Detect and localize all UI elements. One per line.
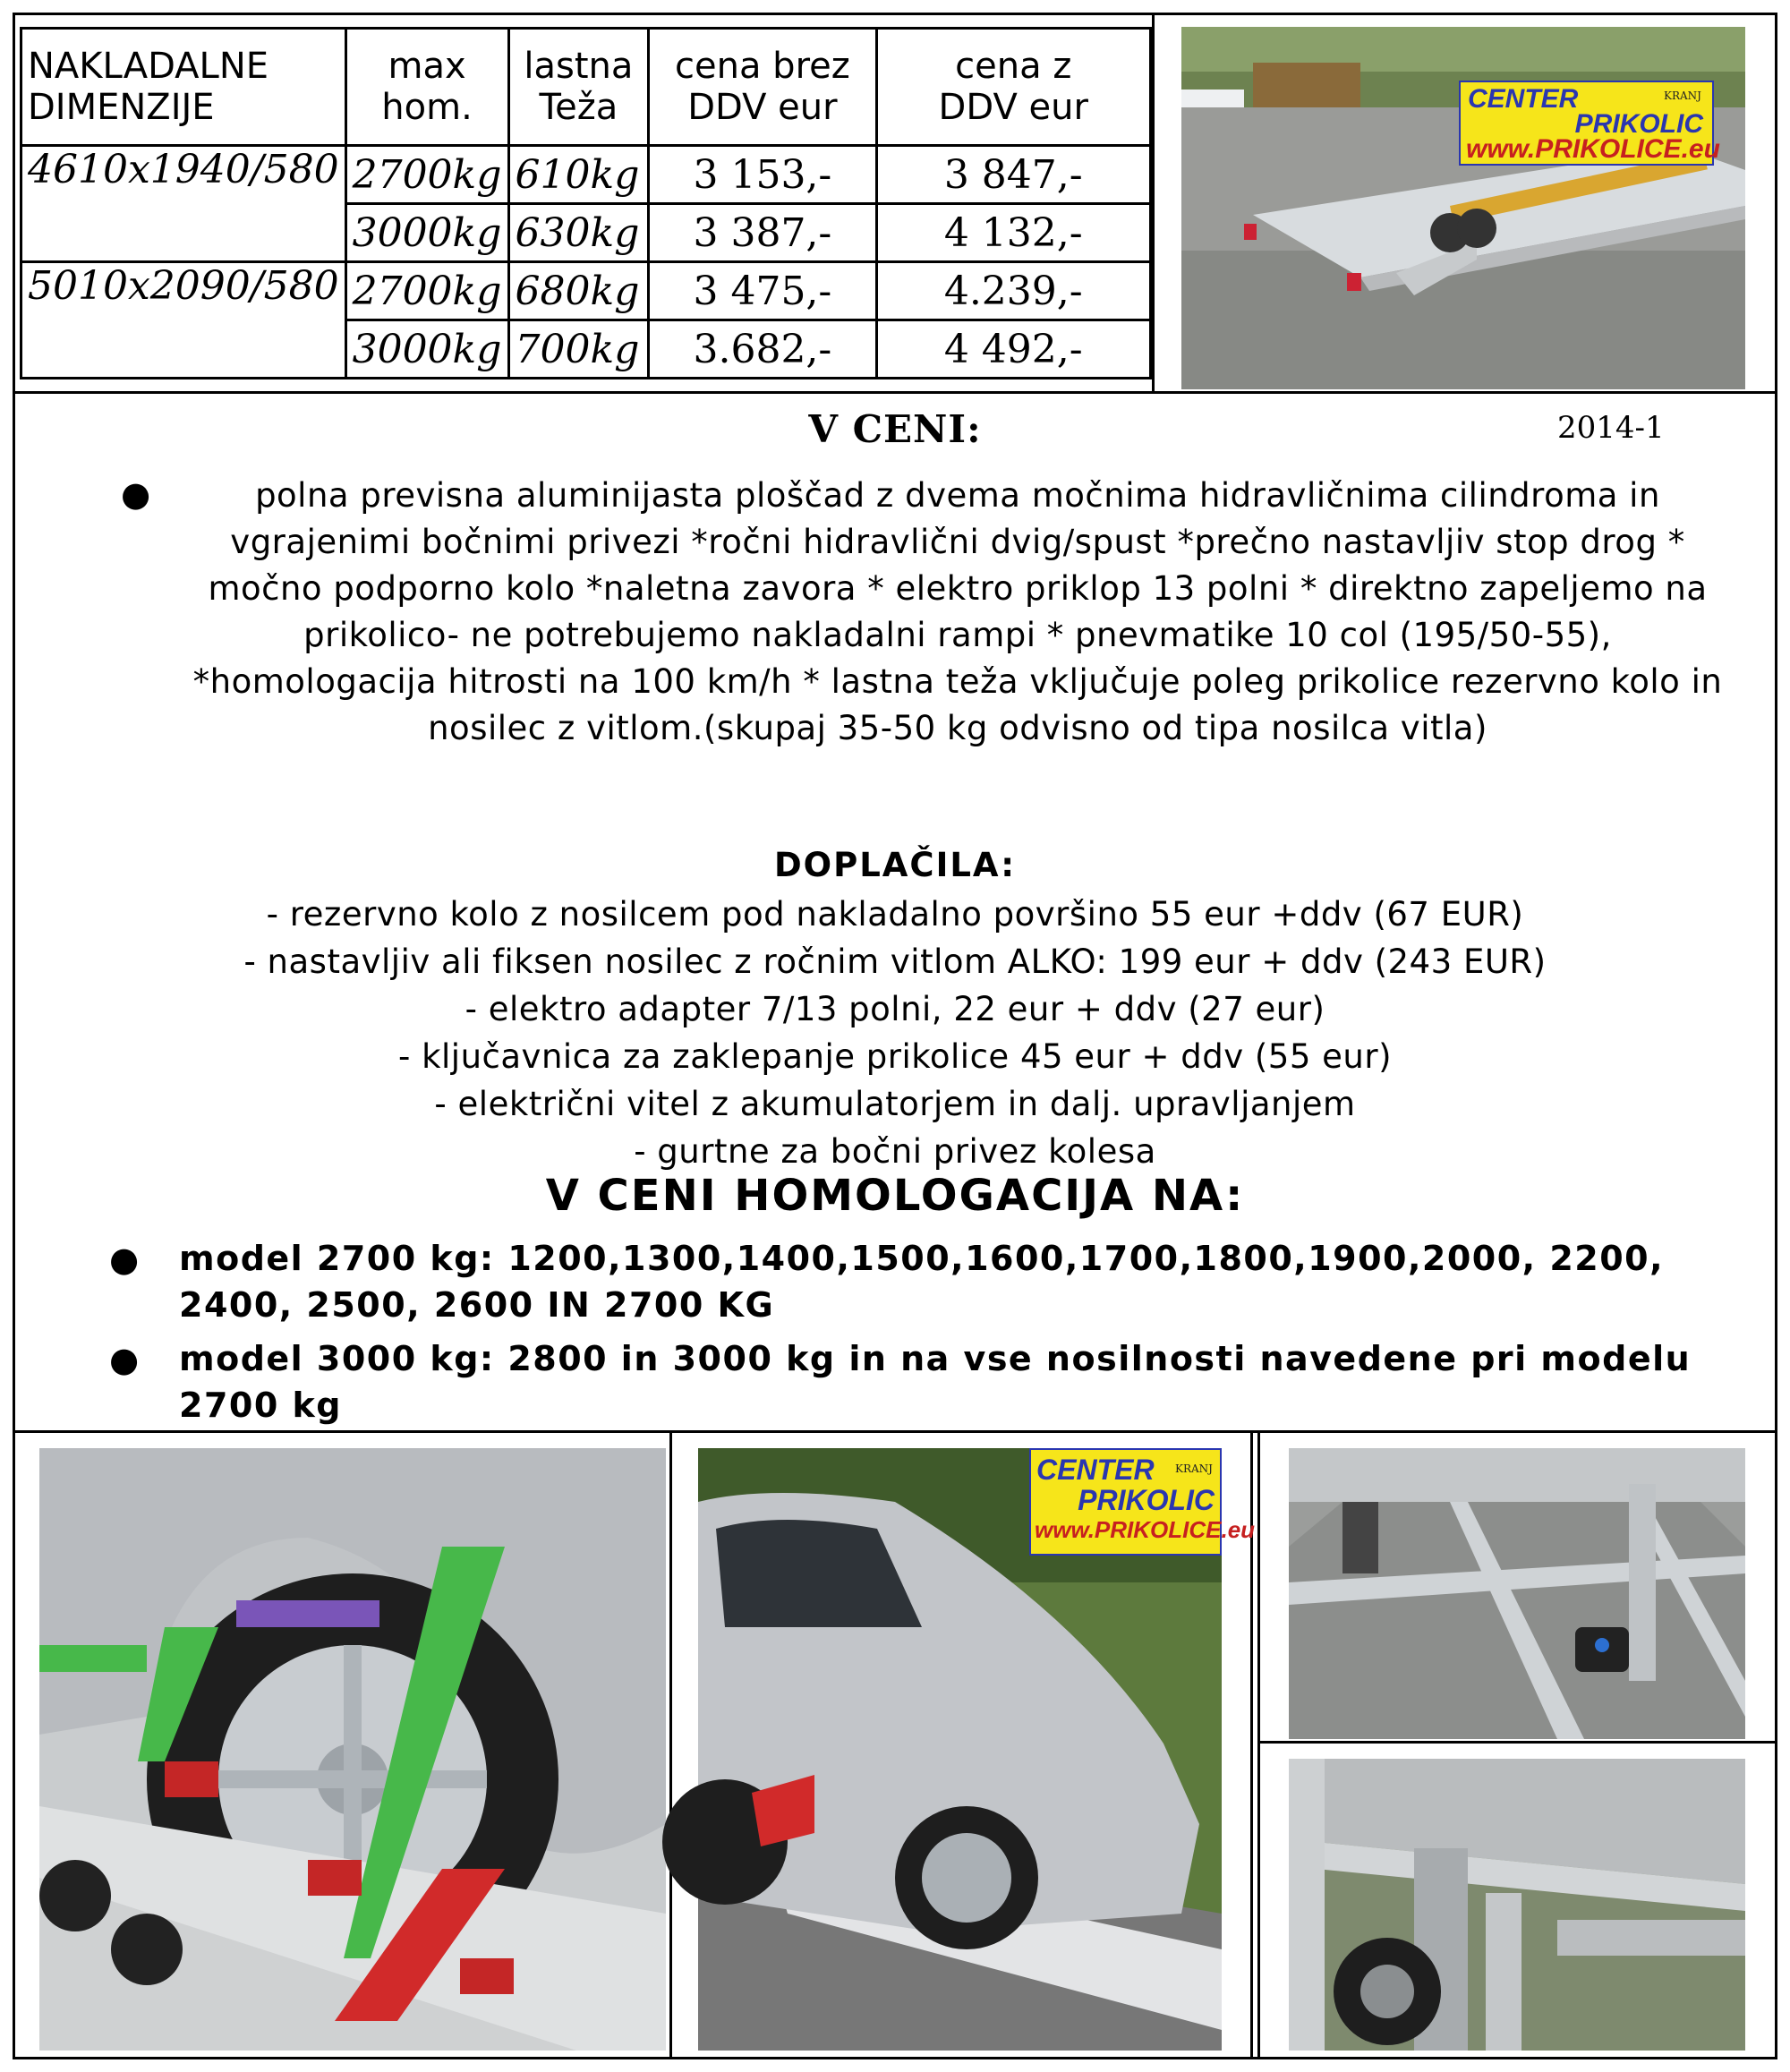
extras-item: - rezervno kolo z nosilcem pod nakladalno površino 55 eur +ddv (67 EUR) bbox=[266, 895, 1524, 934]
logo-kranj: KRANJ bbox=[1175, 1462, 1213, 1475]
homologation-item: model 2700 kg: 1200,1300,1400,1500,1600,1700,1800,1900,2000, 2200, 2400, 2500, 2600 IN 2700 KG bbox=[179, 1239, 1665, 1325]
cell-max: 2700kg bbox=[345, 146, 508, 204]
cell-max: 3000kg bbox=[345, 320, 508, 379]
table-row bbox=[21, 262, 1151, 320]
photo-divider-1 bbox=[669, 1430, 672, 2059]
photo-divider-3 bbox=[1257, 1430, 1260, 2059]
header-dimensions: NAKLADALNE DIMENZIJE bbox=[21, 29, 346, 146]
document-code: 2014-1 bbox=[1557, 410, 1665, 446]
cell-weight: 630kg bbox=[508, 204, 649, 262]
section-title: V CENI: bbox=[808, 407, 982, 451]
undercarriage-image bbox=[1289, 1759, 1745, 2051]
cell-max: 3000kg bbox=[345, 204, 508, 262]
photo-divider-4 bbox=[1257, 1741, 1777, 1744]
cell-price-gross: 4 132,- bbox=[876, 204, 1151, 262]
company-logo bbox=[1459, 81, 1720, 166]
header-price-gross: cena z DDV eur bbox=[876, 29, 1151, 146]
homologation-title: V CENI HOMOLOGACIJA NA: bbox=[545, 1171, 1245, 1221]
cell-price-gross: 3 847,- bbox=[876, 146, 1151, 204]
included-description: polna previsna aluminijasta ploščad z dvema močnima hidravličnima cilindroma in vgrajenimi bočnimi privezi *ročni hidravlični dvig/spust *prečno nastavljiv stop drog * močno podporno kolo *naletna zavora * elektro priklop 13 polni * direktno zapeljemo na prikolico- ne potrebujemo nakladalni rampi * pnevmatike 10 col (195/50-55), *homologacija hitrosti na 100 km/h * lastna teža vključuje poleg prikolice rezervno kolo in nosilec z vitlom.(skupaj 35-50 kg odvisno od tipa nosilca vitla) bbox=[192, 476, 1723, 747]
extras-item: - ključavnica za zaklepanje prikolice 45 eur + ddv (55 eur) bbox=[397, 1037, 1392, 1076]
cell-price-net: 3 475,- bbox=[649, 262, 876, 320]
logo-line3: www.PRIKOLICE.eu bbox=[1466, 134, 1720, 164]
header-weight: lastna Teža bbox=[508, 29, 649, 146]
company-logo bbox=[1029, 1448, 1256, 1556]
table-row bbox=[21, 146, 1151, 204]
bullet: ● bbox=[109, 1340, 140, 1379]
cell-weight: 680kg bbox=[508, 262, 649, 320]
cell-weight: 700kg bbox=[508, 320, 649, 379]
cell-max: 2700kg bbox=[345, 262, 508, 320]
homologation-item: model 3000 kg: 2800 in 3000 kg in na vse nosilnosti navedene pri modelu 2700 kg bbox=[179, 1339, 1692, 1425]
trailer-photo bbox=[1181, 27, 1745, 389]
cell-price-gross: 4 492,- bbox=[876, 320, 1151, 379]
section-divider-bottom bbox=[13, 1430, 1777, 1433]
hydraulic-detail-photo bbox=[1289, 1448, 1745, 1739]
extras-item: - gurtne za bočni privez kolesa bbox=[634, 1132, 1156, 1171]
cell-weight: 610kg bbox=[508, 146, 649, 204]
logo-line1: CENTER bbox=[1036, 1454, 1155, 1486]
bullet: ● bbox=[121, 474, 151, 514]
cell-dimension: 4610x1940/580 bbox=[21, 146, 346, 262]
cell-price-net: 3 153,- bbox=[649, 146, 876, 204]
section-divider-top bbox=[13, 391, 1777, 394]
cell-price-gross: 4.239,- bbox=[876, 262, 1151, 320]
cell-dimension: 5010x2090/580 bbox=[21, 262, 346, 379]
extras-item: - nastavljiv ali fiksen nosilec z ročnim vitlom ALKO: 199 eur + ddv (243 EUR) bbox=[243, 942, 1547, 981]
header-divider bbox=[1152, 13, 1155, 394]
extras-list bbox=[0, 891, 1790, 1175]
undercarriage-photo bbox=[1289, 1759, 1745, 2051]
car-on-trailer-photo bbox=[698, 1448, 1256, 2051]
cell-price-net: 3.682,- bbox=[649, 320, 876, 379]
logo-line1: CENTER bbox=[1468, 84, 1579, 114]
table-header-row bbox=[21, 29, 1151, 146]
bullet: ● bbox=[109, 1240, 140, 1279]
extras-title: DOPLAČILA: bbox=[773, 846, 1017, 884]
wheel-strap-photo bbox=[39, 1448, 666, 2051]
extras-item: - elektro adapter 7/13 polni, 22 eur + ddv (27 eur) bbox=[465, 990, 1325, 1028]
hydraulic-detail-image bbox=[1289, 1448, 1745, 1739]
logo-line2: PRIKOLIC bbox=[1078, 1484, 1215, 1516]
wheel-strap-image bbox=[39, 1448, 666, 2051]
logo-line2: PRIKOLIC bbox=[1574, 109, 1703, 139]
logo-line3: www.PRIKOLICE.eu bbox=[1035, 1516, 1256, 1543]
price-table bbox=[20, 27, 1152, 379]
cell-price-net: 3 387,- bbox=[649, 204, 876, 262]
header-price-net: cena brez DDV eur bbox=[649, 29, 876, 146]
extras-item: - električni vitel z akumulatorjem in dalj. upravljanjem bbox=[434, 1085, 1356, 1123]
logo-kranj: KRANJ bbox=[1664, 90, 1701, 102]
header-max: max hom. bbox=[345, 29, 508, 146]
